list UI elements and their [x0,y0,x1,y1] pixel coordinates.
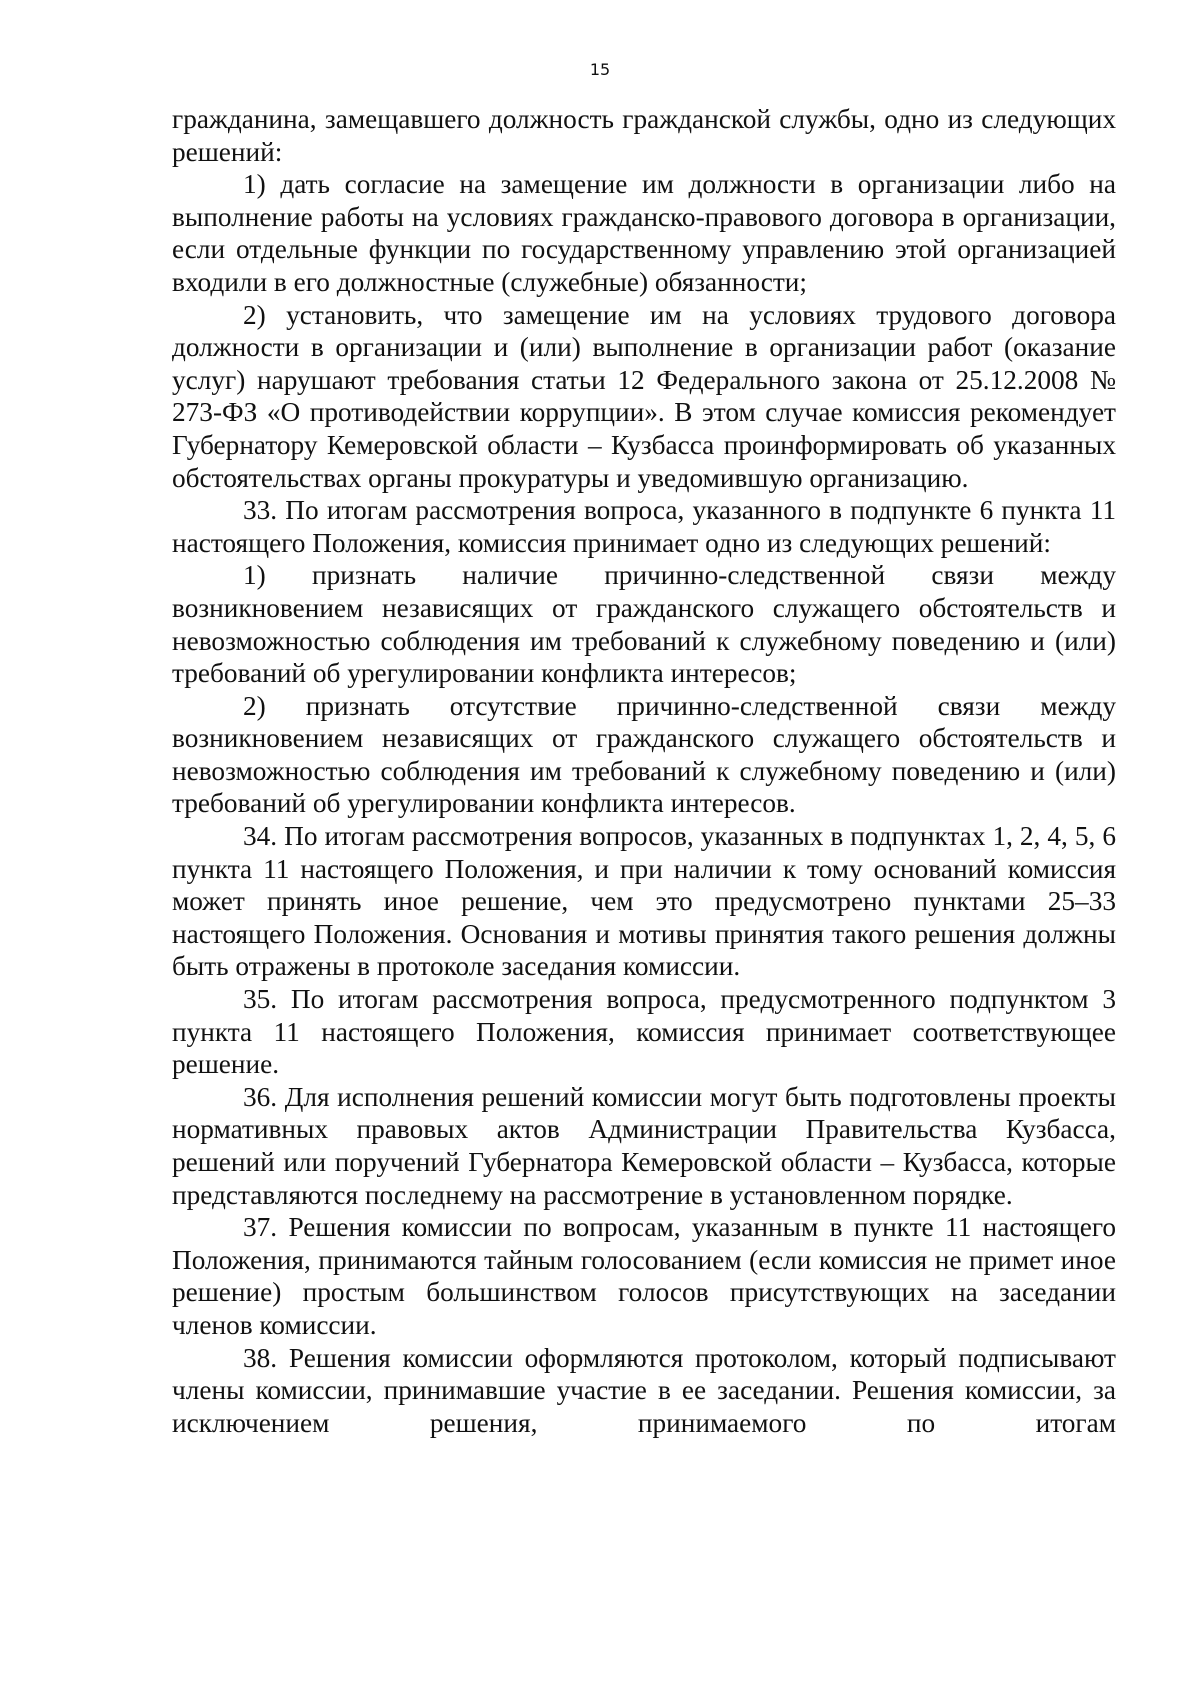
paragraph-item-36: 36. Для исполнения решений комиссии могут быть подготовлены проекты нормативных правовых актов Администрации Правительства Кузбасса, решений или поручений Губернатора Кемеровской области – Кузбасса, которые представляются последнему на рассмотрение в установленном порядке. [172,1081,1116,1210]
paragraph-item-37: 37. Решения комиссии по вопросам, указанным в пункте 11 настоящего Положения, принимаются тайным голосованием (если комиссия не примет иное решение) простым большинством голосов присутствующих на заседании членов комиссии. [172,1212,1116,1340]
paragraph-subitem-1-consent: 1) дать согласие на замещение им должности в организации либо на выполнение работы на условиях гражданско-правового договора в организации, если отдельные функции по государственному управлению этой организацией входили в его должностные (служебные) обязанности; [172,169,1116,297]
paragraph-item-33: 33. По итогам рассмотрения вопроса, указанного в подпункте 6 пункта 11 настоящего Положения, комиссия принимает одно из следующих решений: [172,495,1116,558]
paragraph-item-34: 34. По итогам рассмотрения вопросов, указанных в подпунктах 1, 2, 4, 5, 6 пункта 11 настоящего Положения, и при наличии к тому оснований комиссия может принять иное решение, чем это предусмотрено пунктами 25–33 настоящего Положения. Основания и мотивы принятия такого решения должны быть отражены в протоколе заседания комиссии. [172,821,1116,982]
paragraph-item-38: 38. Решения комиссии оформляются протоколом, который подписывают члены комиссии, принимавшие участие в ее заседании. Решения комиссии, за исключением решения, принимаемого по итогам [172,1342,1116,1438]
page-number: 15 [589,60,611,79]
paragraph-subitem-2-violation: 2) установить, что замещение им на условиях трудового договора должности в организации и (или) выполнение в организации работ (оказание услуг) нарушают требования статьи 12 Федерального закона от 25.12.2008 № 273-ФЗ «О противодействии коррупции». В этом случае комиссия рекомендует Губернатору Кемеровской области – Кузбасса проинформировать об указанных обстоятельствах органы прокуратуры и уведомившую организацию. [172,299,1116,493]
paragraph-continuation: гражданина, замещавшего должность гражданской службы, одно из следующих решений: [172,104,1116,167]
paragraph-item-35: 35. По итогам рассмотрения вопроса, предусмотренного подпунктом 3 пункта 11 настоящего Положения, комиссия принимает соответствующее решение. [172,984,1116,1080]
document-body [172,103,1116,1439]
paragraph-item-33-subitem-2: 2) признать отсутствие причинно-следственной связи между возникновением независящих от гражданского служащего обстоятельств и невозможностью соблюдения им требований к служебному поведению и (или) требований об урегулировании конфликта интересов. [172,690,1116,819]
paragraph-item-33-subitem-1: 1) признать наличие причинно-следственной связи между возникновением независящих от гражданского служащего обстоятельств и невозможностью соблюдения им требований к служебному поведению и (или) требований об урегулировании конфликта интересов; [172,560,1116,689]
